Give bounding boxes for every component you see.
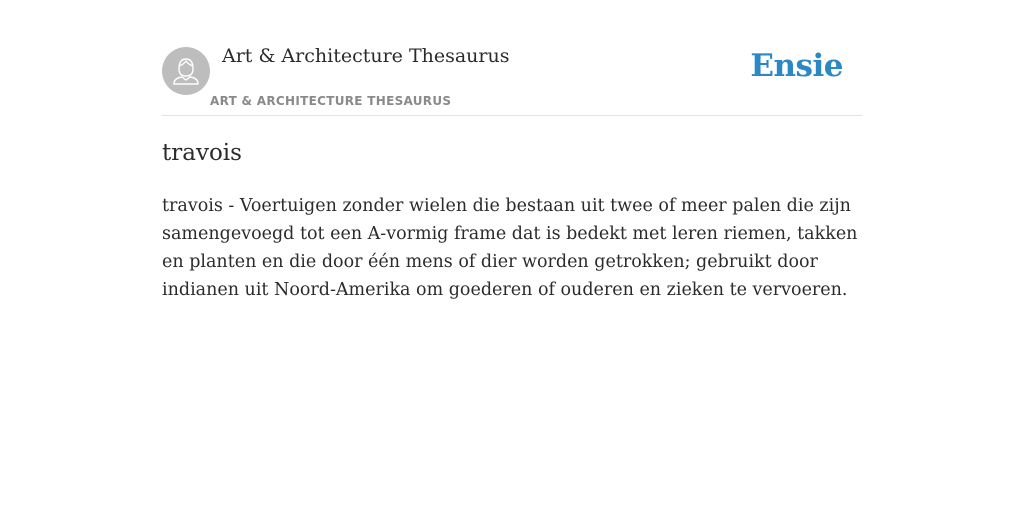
author-name[interactable]: Art & Architecture Thesaurus [222, 45, 510, 67]
user-placeholder-icon [162, 47, 210, 95]
term-title: travois [162, 140, 242, 166]
header [162, 0, 862, 116]
page [162, 0, 862, 300]
definition-text: travois - Voertuigen zonder wielen die bestaan uit twee of meer palen die zijn samengevoegd tot een A-vormig frame dat is bedekt met leren riemen, takken en planten en die door één mens of dier worden getrokken; gebruikt door indianen uit Noord-Amerika om goederen of ouderen en zieken te vervoeren. [162, 196, 858, 300]
ensie-logo[interactable]: Ensie [750, 48, 843, 84]
author-avatar[interactable] [162, 47, 210, 95]
source-label[interactable]: ART & ARCHITECTURE THESAURUS [210, 94, 452, 108]
